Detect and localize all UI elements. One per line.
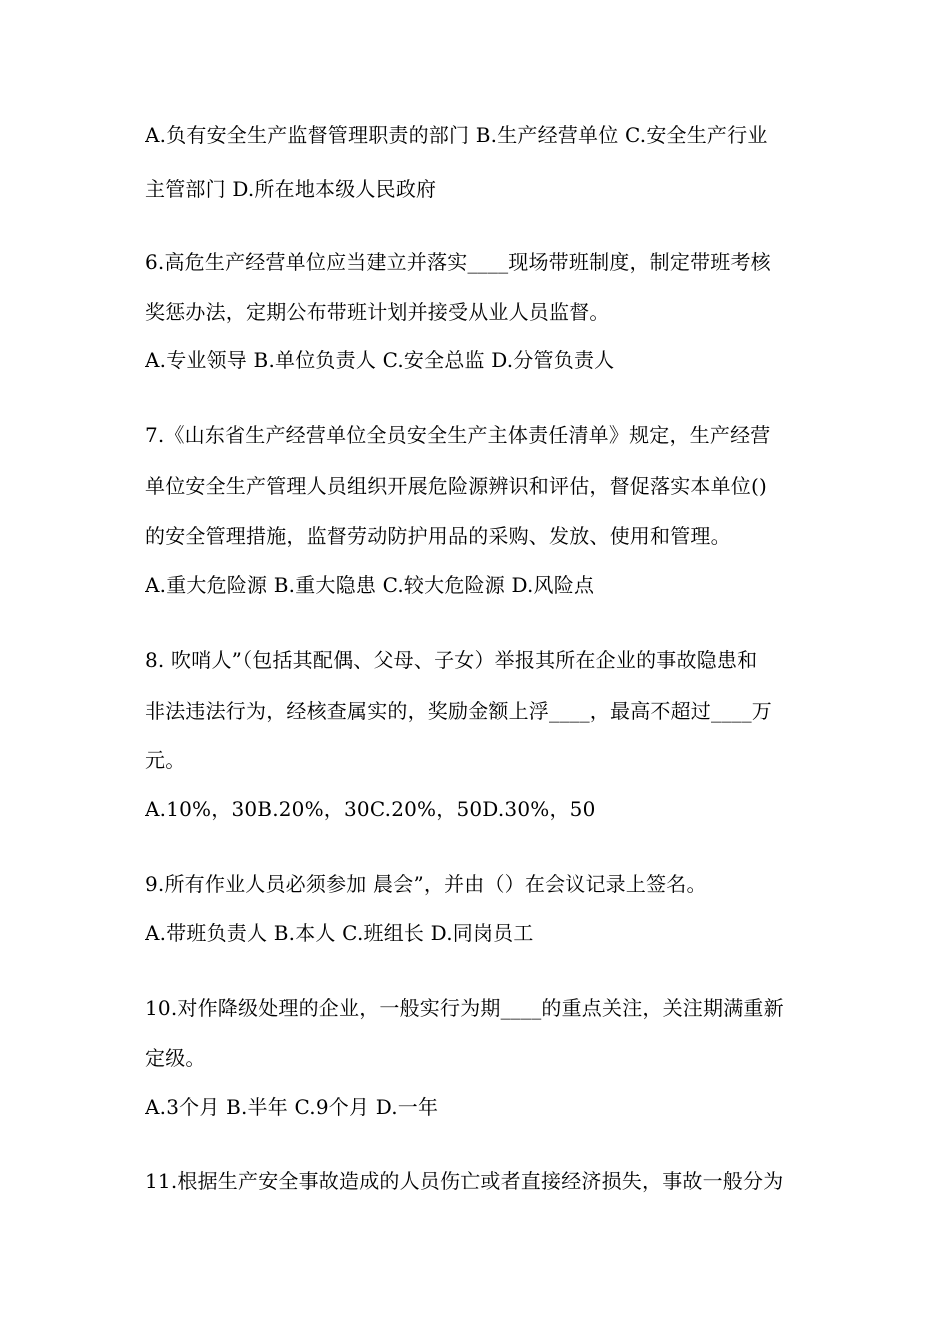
text-line-q6-1: 6.高危生产经营单位应当建立并落实____现场带班制度，制定带班考核 (145, 250, 771, 274)
text-line-q7-3: 的安全管理措施，监督劳动防护用品的采购、发放、使用和管理。 (145, 524, 731, 548)
text-line-q6-options: A.专业领导 B.单位负责人 C.安全总监 D.分管负责人 (145, 348, 615, 372)
text-line-q8-1: 8. 吹哨人”（包括其配偶、父母、子女）举报其所在企业的事故隐患和 (145, 648, 758, 672)
text-line-q7-1: 7.《山东省生产经营单位全员安全生产主体责任清单》规定，生产经营 (145, 423, 771, 447)
text-line-q5-options-2: 主管部门 D.所在地本级人民政府 (145, 177, 437, 201)
text-line-q7-2: 单位安全生产管理人员组织开展危险源辨识和评估，督促落实本单位() (145, 474, 768, 498)
text-line-q5-options-1: A.负有安全生产监督管理职责的部门 B.生产经营单位 C.安全生产行业 (145, 123, 768, 147)
text-line-q8-2: 非法违法行为，经核查属实的，奖励金额上浮____，最高不超过____万 (145, 699, 772, 723)
text-line-q6-2: 奖惩办法，定期公布带班计划并接受从业人员监督。 (145, 300, 610, 324)
text-line-q9-options: A.带班负责人 B.本人 C.班组长 D.同岗员工 (145, 921, 534, 945)
text-line-q8-3: 元。 (145, 748, 186, 772)
text-line-q11-1: 11.根据生产安全事故造成的人员伤亡或者直接经济损失，事故一般分为 (145, 1169, 784, 1193)
text-line-q10-options: A.3个月 B.半年 C.9个月 D.一年 (145, 1095, 439, 1119)
text-line-q9-1: 9.所有作业人员必须参加 晨会”，并由（）在会议记录上签名。 (145, 872, 707, 896)
text-line-q10-2: 定级。 (145, 1046, 206, 1070)
text-line-q7-options: A.重大危险源 B.重大隐患 C.较大危险源 D.风险点 (145, 573, 595, 597)
text-line-q10-1: 10.对作降级处理的企业，一般实行为期____的重点关注，关注期满重新 (145, 996, 784, 1020)
text-line-q8-options: A.10%，30B.20%，30C.20%，50D.30%，50 (145, 797, 596, 821)
